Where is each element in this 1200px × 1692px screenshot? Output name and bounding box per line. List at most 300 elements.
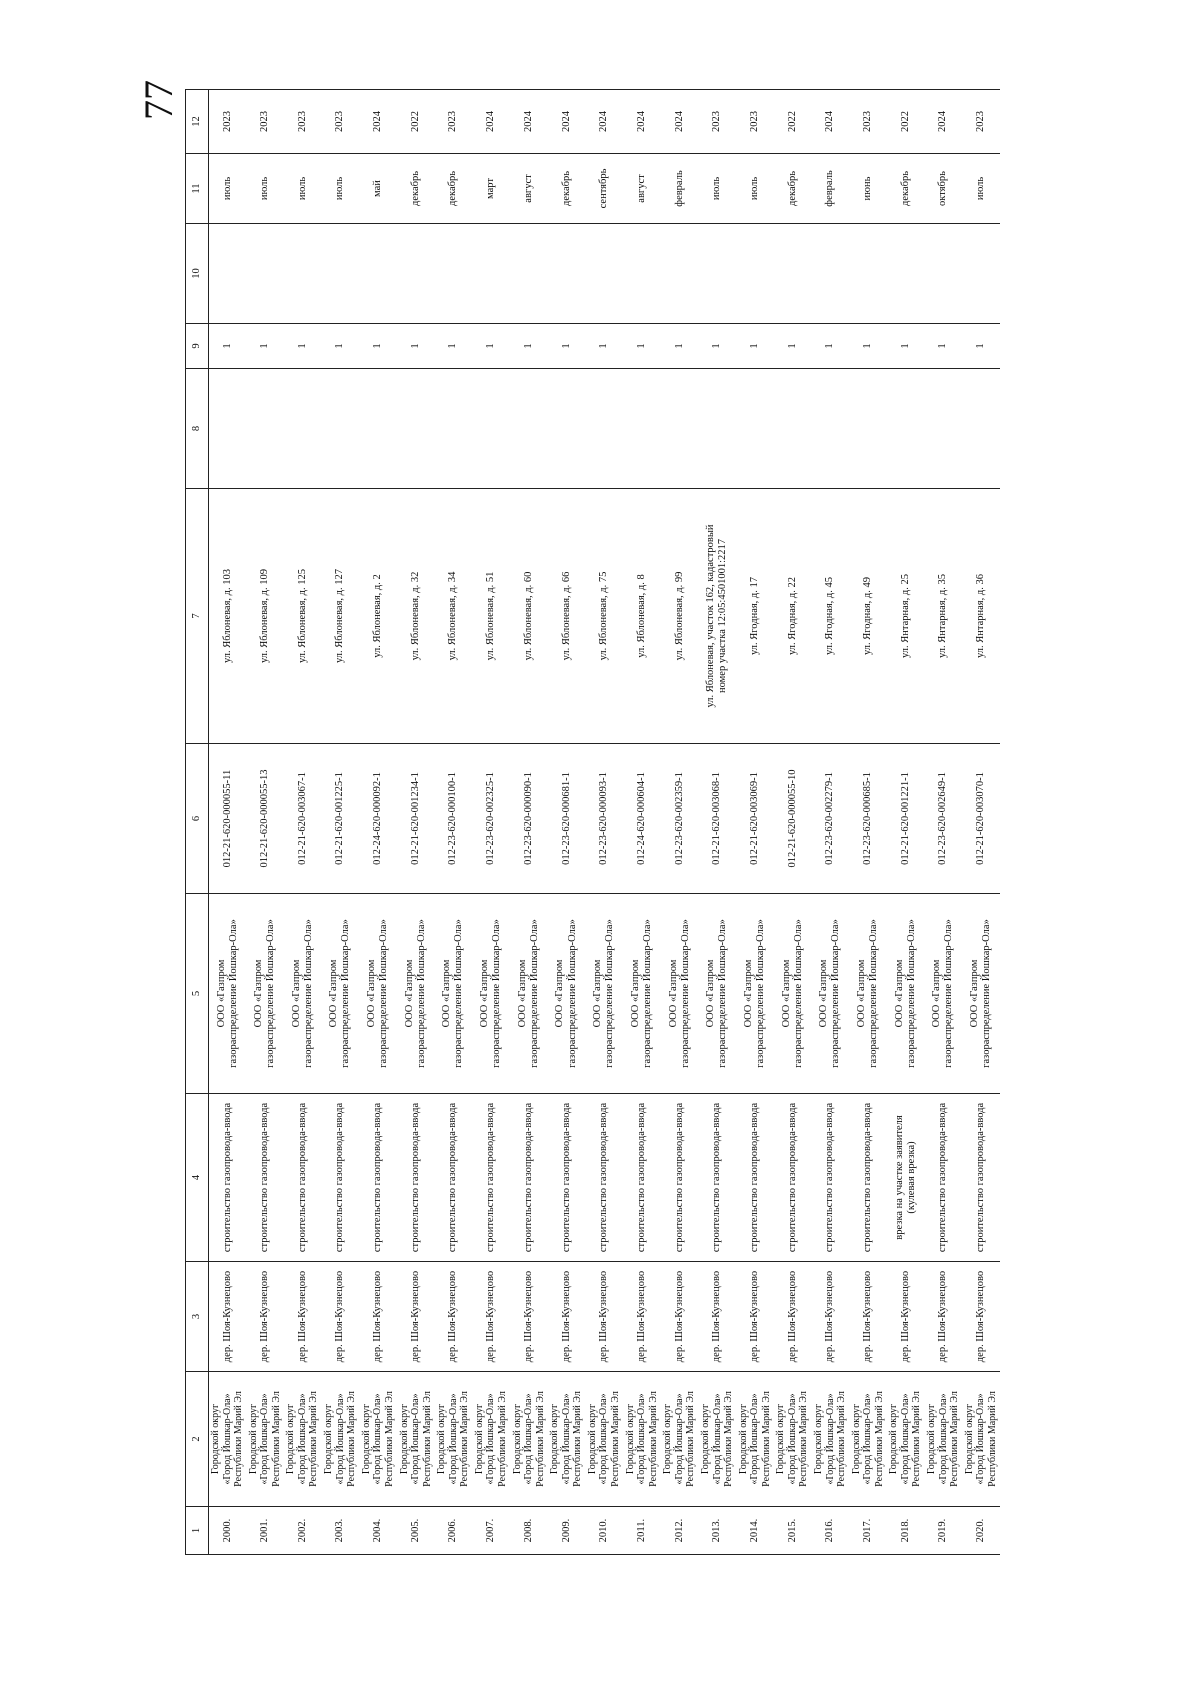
municipality-line: «Город Йошкар-Ола» [372,1393,384,1485]
work-type-line: строительство газопровода-ввода [334,1102,346,1253]
work-type-line: строительство газопровода-ввода [673,1102,685,1253]
municipality-line: Республики Марий Эл [421,1391,433,1487]
organization [962,894,1000,1094]
municipality [548,1372,586,1507]
municipality-line: Республики Марий Эл [496,1391,508,1487]
header-col-12: 12 [186,90,209,154]
header-col-8: 8 [186,369,209,489]
organization-line: газораспределение Йошкар-Ола» [227,919,239,1068]
municipality-line: «Город Йошкар-Ола» [410,1393,422,1485]
registration-code: 012-23-620-002279-1 [812,744,850,894]
organization-line: ООО «Газпром [969,959,981,1028]
address-line: ул. Янтарная, д. 36 [975,574,987,658]
work-type-line: строительство газопровода-ввода [447,1102,459,1253]
organization-line: ООО «Газпром [516,959,528,1028]
registration-code: 012-21-620-001225-1 [322,744,360,894]
organization-line: газораспределение Йошкар-Ола» [528,919,540,1068]
year: 2022 [887,90,925,154]
settlement: дер. Шоя-Кузнецово [698,1262,736,1372]
col-8-value [472,369,510,489]
row-number: 2009. [548,1507,586,1555]
col-10-value [397,224,435,324]
col-9-value: 1 [925,324,963,369]
municipality-line: Республики Марий Эл [986,1391,998,1487]
municipality-line: Городской округ [285,1403,297,1475]
work-type [209,1094,247,1262]
municipality-line: Городской округ [323,1403,335,1475]
col-9-value: 1 [284,324,322,369]
organization-line: ООО «Газпром [252,959,264,1028]
address-line: ул. Яблоневая, д. 66 [560,571,572,661]
year: 2023 [209,90,247,154]
municipality [322,1372,360,1507]
municipality [246,1372,284,1507]
municipality-line: «Город Йошкар-Ола» [636,1393,648,1485]
municipality [661,1372,699,1507]
organization-line: газораспределение Йошкар-Ола» [415,919,427,1068]
settlement: дер. Шоя-Кузнецово [812,1262,850,1372]
work-type-line: строительство газопровода-ввода [259,1102,270,1253]
col-10-value [623,224,661,324]
table-row [623,90,661,1555]
address-line: ул. Ягодная, д. 45 [824,576,836,656]
work-type-line: строительство газопровода-ввода [598,1102,610,1253]
registration-code: 012-21-620-003067-1 [284,744,322,894]
year: 2022 [397,90,435,154]
month: май [359,154,397,224]
work-type [698,1094,736,1262]
col-8-value [623,369,661,489]
row-number: 2018. [887,1507,925,1555]
organization-line: ООО «Газпром [554,959,566,1028]
work-type-line: строительство газопровода-ввода [786,1102,798,1253]
address-line: ул. Яблоневая, д. 60 [522,571,534,661]
municipality [284,1372,322,1507]
month: февраль [661,154,699,224]
col-8-value [849,369,887,489]
month: декабрь [397,154,435,224]
col-8-value [887,369,925,489]
registration-code: 012-21-620-003068-1 [698,744,736,894]
registration-code: 012-21-620-000055-10 [774,744,812,894]
municipality-line: Городской округ [926,1403,938,1475]
registration-code: 012-23-620-002325-1 [472,744,510,894]
registration-code: 012-21-620-001221-1 [887,744,925,894]
organization-line: газораспределение Йошкар-Ола» [566,919,578,1068]
registration-code: 012-23-620-002649-1 [925,744,963,894]
organization [209,894,247,1094]
organization-line: газораспределение Йошкар-Ола» [378,919,390,1068]
work-type [736,1094,774,1262]
row-number: 2003. [322,1507,360,1555]
organization-line: газораспределение Йошкар-Ола» [641,919,653,1068]
municipality [774,1372,812,1507]
organization-line: газораспределение Йошкар-Ола» [754,919,766,1068]
month: июль [698,154,736,224]
header-row [186,90,209,1555]
municipality-line: «Город Йошкар-Ола» [786,1393,798,1485]
col-10-value [209,224,247,324]
address [623,489,661,744]
year: 2023 [698,90,736,154]
organization [246,894,284,1094]
organization-line: ООО «Газпром [705,959,717,1028]
organization [661,894,699,1094]
organization-line: ООО «Газпром [328,959,340,1028]
col-8-value [548,369,586,489]
municipality-line: Городской округ [737,1403,749,1475]
work-type-line: строительство газопровода-ввода [824,1102,836,1253]
address [661,489,699,744]
organization-line: газораспределение Йошкар-Ола» [943,919,955,1068]
organization [887,894,925,1094]
address-line: ул. Яблоневая, д. 109 [259,568,270,664]
work-type-line: строительство газопровода-ввода [221,1102,233,1253]
registration-code: 012-21-620-000055-11 [209,744,247,894]
table-row [661,90,699,1555]
municipality-line: «Город Йошкар-Ола» [673,1393,685,1485]
municipality-line: Городской округ [210,1403,222,1475]
address-line: ул. Яблоневая, д. 75 [598,571,610,661]
municipality [435,1372,473,1507]
col-8-value [246,369,284,489]
municipality-line: Городской округ [775,1403,787,1475]
month: август [510,154,548,224]
table-row [812,90,850,1555]
municipality-line: «Город Йошкар-Ола» [259,1393,271,1485]
work-type-line: строительство газопровода-ввода [862,1102,873,1253]
municipality-line: Республики Марий Эл [233,1391,245,1487]
organization-line: газораспределение Йошкар-Ола» [302,919,314,1068]
year: 2024 [925,90,963,154]
header-col-10: 10 [186,224,209,324]
col-9-value: 1 [472,324,510,369]
col-9-value: 1 [849,324,887,369]
table-row [435,90,473,1555]
organization-line: газораспределение Йошкар-Ола» [265,919,277,1068]
col-9-value: 1 [962,324,1000,369]
municipality-line: Республики Марий Эл [873,1391,885,1487]
row-number: 2015. [774,1507,812,1555]
organization [812,894,850,1094]
municipality [359,1372,397,1507]
municipality-line: Республики Марий Эл [911,1391,923,1487]
work-type-line: строительство газопровода-ввода [522,1102,534,1253]
table-row [925,90,963,1555]
organization [925,894,963,1094]
month: декабрь [548,154,586,224]
col-8-value [322,369,360,489]
organization-line: ООО «Газпром [667,959,679,1028]
address [284,489,322,744]
table-row [736,90,774,1555]
work-type-line: строительство газопровода-ввода [975,1102,987,1253]
address [812,489,850,744]
address [736,489,774,744]
organization-line: ООО «Газпром [742,959,754,1028]
municipality-line: Городской округ [398,1403,410,1475]
row-number: 2002. [284,1507,322,1555]
month: август [623,154,661,224]
municipality-line: Республики Марий Эл [760,1391,772,1487]
organization [359,894,397,1094]
organization [435,894,473,1094]
municipality-line: Городской округ [436,1403,448,1475]
settlement: дер. Шоя-Кузнецово [209,1262,247,1372]
registration-code: 012-23-620-000093-1 [585,744,623,894]
work-type [510,1094,548,1262]
registration-code: 012-23-620-000681-1 [548,744,586,894]
address-line: ул. Яблоневая, д. 103 [221,568,233,664]
col-10-value [472,224,510,324]
col-9-value: 1 [698,324,736,369]
year: 2023 [284,90,322,154]
settlement: дер. Шоя-Кузнецово [661,1262,699,1372]
row-number: 2016. [812,1507,850,1555]
col-10-value [962,224,1000,324]
table-row [510,90,548,1555]
municipality-line: Республики Марий Эл [798,1391,810,1487]
organization [548,894,586,1094]
work-type [397,1094,435,1262]
col-8-value [209,369,247,489]
month: июль [209,154,247,224]
work-type [585,1094,623,1262]
col-10-value [849,224,887,324]
table-row [209,90,247,1555]
settlement: дер. Шоя-Кузнецово [284,1262,322,1372]
organization-line: ООО «Газпром [479,959,491,1028]
col-9-value: 1 [736,324,774,369]
col-9-value: 1 [661,324,699,369]
work-type [284,1094,322,1262]
month: декабрь [887,154,925,224]
col-8-value [585,369,623,489]
organization-line: газораспределение Йошкар-Ола» [340,919,352,1068]
row-number: 2019. [925,1507,963,1555]
work-type-line: строительство газопровода-ввода [485,1102,497,1253]
municipality-line: «Город Йошкар-Ола» [824,1393,836,1485]
year: 2023 [322,90,360,154]
settlement: дер. Шоя-Кузнецово [962,1262,1000,1372]
settlement: дер. Шоя-Кузнецово [359,1262,397,1372]
settlement: дер. Шоя-Кузнецово [887,1262,925,1372]
organization-line: газораспределение Йошкар-Ола» [717,919,729,1068]
organization-line: газораспределение Йошкар-Ола» [491,919,503,1068]
col-9-value: 1 [812,324,850,369]
col-10-value [774,224,812,324]
municipality-line: Республики Марий Эл [572,1391,584,1487]
municipality-line: «Город Йошкар-Ола» [560,1393,572,1485]
work-type-line: (кулевая врезка) [905,1141,917,1214]
work-type [774,1094,812,1262]
settlement: дер. Шоя-Кузнецово [849,1262,887,1372]
col-10-value [887,224,925,324]
month: октябрь [925,154,963,224]
organization [849,894,887,1094]
year: 2023 [246,90,284,154]
organization-line: ООО «Газпром [366,959,378,1028]
work-type-line: строительство газопровода-ввода [296,1102,308,1253]
address [209,489,247,744]
year: 2024 [548,90,586,154]
address-line: ул. Янтарная, д. 35 [937,574,949,658]
col-10-value [510,224,548,324]
municipality-line: Городской округ [360,1403,372,1475]
year: 2024 [472,90,510,154]
header-col-7: 7 [186,489,209,744]
month: февраль [812,154,850,224]
address [246,489,284,744]
municipality-line: Городской округ [247,1403,259,1475]
col-8-value [774,369,812,489]
work-type-line: строительство газопровода-ввода [711,1102,723,1253]
address-line: ул. Ягодная, д. 17 [748,576,760,656]
col-8-value [510,369,548,489]
organization [585,894,623,1094]
address-line: ул. Яблоневая, д. 2 [372,574,384,658]
table-row [698,90,736,1555]
col-9-value: 1 [623,324,661,369]
municipality-line: Городской округ [549,1403,561,1475]
municipality [812,1372,850,1507]
organization-line: ООО «Газпром [931,959,943,1028]
month: июль [962,154,1000,224]
year: 2022 [774,90,812,154]
municipality-line: Республики Марий Эл [949,1391,961,1487]
row-number: 2020. [962,1507,1000,1555]
municipality-line: «Город Йошкар-Ола» [862,1393,874,1485]
col-10-value [246,224,284,324]
gas-connection-table [185,89,1000,1555]
municipality-line: «Город Йошкар-Ола» [711,1393,723,1485]
row-number: 2000. [209,1507,247,1555]
address-line: ул. Яблоневая, д. 32 [409,571,421,661]
settlement: дер. Шоя-Кузнецово [510,1262,548,1372]
table-row [359,90,397,1555]
organization-line: ООО «Газпром [441,959,453,1028]
address [322,489,360,744]
col-8-value [435,369,473,489]
year: 2024 [359,90,397,154]
municipality [209,1372,247,1507]
address-line: ул. Ягодная, д. 22 [786,576,798,656]
row-number: 2001. [246,1507,284,1555]
work-type [435,1094,473,1262]
address-line: ул. Яблоневая, д. 8 [635,574,647,658]
header-col-3: 3 [186,1262,209,1372]
table-row [887,90,925,1555]
address-line: ул. Яблоневая, д. 34 [447,571,459,661]
organization-line: ООО «Газпром [780,959,792,1028]
organization-line: газораспределение Йошкар-Ола» [830,919,842,1068]
table-row [774,90,812,1555]
municipality-line: Республики Марий Эл [308,1391,320,1487]
organization-line: ООО «Газпром [592,959,604,1028]
header-col-9: 9 [186,324,209,369]
header-col-11: 11 [186,154,209,224]
month: июль [284,154,322,224]
col-9-value: 1 [322,324,360,369]
table-row [548,90,586,1555]
municipality-line: Городской округ [888,1403,900,1475]
settlement: дер. Шоя-Кузнецово [548,1262,586,1372]
address-line: ул. Янтарная, д. 25 [899,574,911,658]
settlement: дер. Шоя-Кузнецово [435,1262,473,1372]
address [698,489,736,744]
address-line: ул. Яблоневая, д. 127 [334,568,346,664]
work-type-line: строительство газопровода-ввода [409,1102,421,1253]
settlement: дер. Шоя-Кузнецово [322,1262,360,1372]
col-9-value: 1 [774,324,812,369]
row-number: 2012. [661,1507,699,1555]
registration-code: 012-21-620-003069-1 [736,744,774,894]
table-row [472,90,510,1555]
organization [736,894,774,1094]
organization [698,894,736,1094]
month: март [472,154,510,224]
work-type [322,1094,360,1262]
col-8-value [925,369,963,489]
municipality-line: Республики Марий Эл [534,1391,546,1487]
address-line: ул. Ягодная, д. 49 [862,576,873,656]
col-9-value: 1 [209,324,247,369]
organization-line: ООО «Газпром [629,959,641,1028]
col-9-value: 1 [246,324,284,369]
col-10-value [661,224,699,324]
municipality-line: Городской округ [473,1403,485,1475]
organization-line: газораспределение Йошкар-Ола» [604,919,616,1068]
row-number: 2005. [397,1507,435,1555]
header-col-2: 2 [186,1372,209,1507]
settlement: дер. Шоя-Кузнецово [397,1262,435,1372]
work-type [812,1094,850,1262]
municipality-line: «Город Йошкар-Ола» [937,1393,949,1485]
col-9-value: 1 [397,324,435,369]
month: сентябрь [585,154,623,224]
registration-code: 012-21-620-003070-1 [962,744,1000,894]
work-type [472,1094,510,1262]
municipality [962,1372,1000,1507]
municipality [925,1372,963,1507]
settlement: дер. Шоя-Кузнецово [925,1262,963,1372]
organization-line: ООО «Газпром [855,959,867,1028]
table-row [322,90,360,1555]
col-10-value [548,224,586,324]
col-8-value [736,369,774,489]
col-8-value [962,369,1000,489]
municipality [698,1372,736,1507]
municipality-line: Республики Марий Эл [836,1391,848,1487]
municipality-line: Республики Марий Эл [346,1391,358,1487]
organization-line: газораспределение Йошкар-Ола» [679,919,691,1068]
municipality-line: Городской округ [963,1403,975,1475]
address [925,489,963,744]
municipality-line: Республики Марий Эл [723,1391,735,1487]
address [435,489,473,744]
address [774,489,812,744]
settlement: дер. Шоя-Кузнецово [623,1262,661,1372]
organization [284,894,322,1094]
work-type-line: строительство газопровода-ввода [937,1102,949,1253]
col-8-value [284,369,322,489]
work-type [623,1094,661,1262]
work-type [849,1094,887,1262]
col-9-value: 1 [585,324,623,369]
registration-code: 012-21-620-001234-1 [397,744,435,894]
table-row [246,90,284,1555]
col-10-value [284,224,322,324]
